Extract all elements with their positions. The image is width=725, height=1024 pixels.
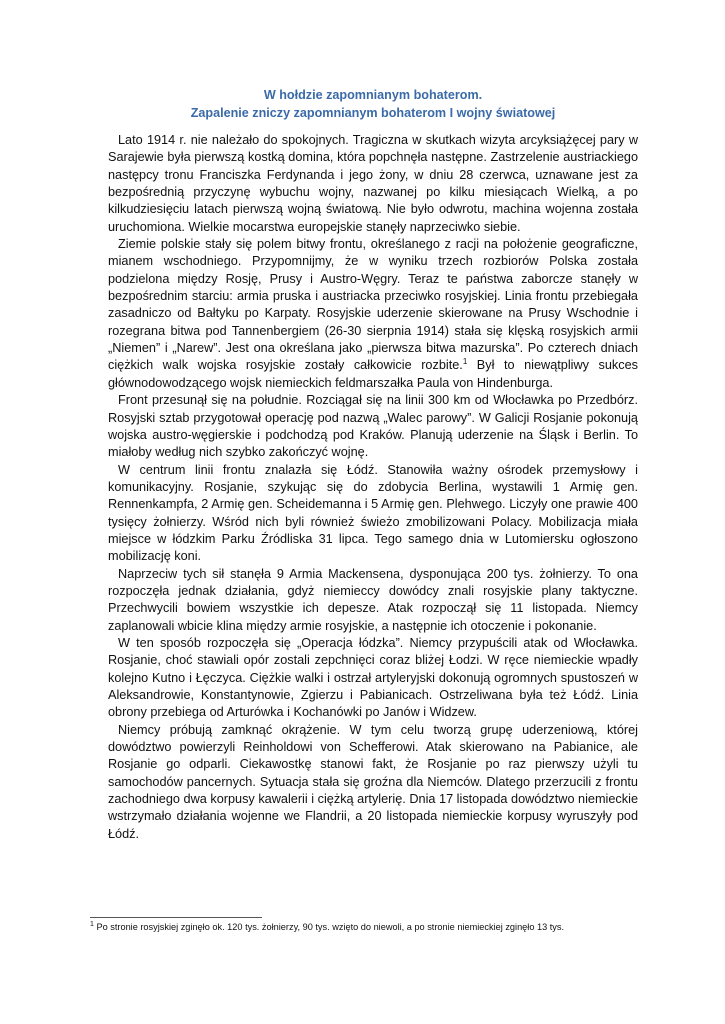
footnote: [90, 921, 650, 934]
footnote-separator: [90, 917, 262, 918]
footnote-reference: 1: [462, 357, 468, 367]
paragraph-1: Lato 1914 r. nie należało do spokojnych. Tragiczna w skutkach wizyta arcyksiążęcej pary w Sarajewie była pierwszą kostką domina, która popchnęła następne. Zastrzelenie austriackiego następcy tronu Franciszka Ferdynanda i jego żony, w dniu 28 czerwca, uznawane jest za bezpośrednią przyczynę wybuchu wojny, nazwanej po kilku miesiącach Wielką, a po kilkudziesięciu latach pierwszą wojną światową. Nie było odwrotu, machina wojenna została uruchomiona. Wielkie mocarstwa europejskie stanęły naprzeciwko siebie.: [108, 133, 638, 234]
paragraph-6: W ten sposób rozpoczęła się „Operacja łódzka”. Niemcy przypuścili atak od Włocławka. Rosjanie, choć stawiali opór zostali zepchnięci coraz bliżej Łodzi. W ręce niemieckie wpadły kolejno Kutno i Łęczyca. Ciężkie walki i ostrzał artyleryjski dokonują ogromnych spustoszeń w Aleksandrowie, Konstantynowie, Zgierzu i Pabianicach. Ostrzeliwana była też Łódź. Linia obrony przebiega od Arturówka i Kochanówki po Janów i Widzew.: [108, 635, 638, 720]
footnote-text: Po stronie rosyjskiej zginęło ok. 120 tys. żołnierzy, 90 tys. wzięto do niewoli, a po stronie niemieckiej zginęło 13 tys.: [93, 922, 565, 932]
document-body: [108, 132, 638, 843]
paragraph-2-text: Ziemie polskie stały się polem bitwy frontu, określanego z racji na położenie geograficzne, mianem wschodniego. Przypomnijmy, że w wyniku trzech rozbiorów Polska została podzielona między Rosję, Prusy i Austro-Węgry. Teraz te państwa zaborcze stanęły w bezpośrednim starciu: armia pruska i austriacka przeciwko rosyjskiej. Linia frontu przebiegała zasadniczo od Bałtyku po Karpaty. Rosyjskie uderzenie skierowane na Prusy Wschodnie i rozegrana bitwa pod Tannenbergiem (26-30 sierpnia 1914) stała się klęską rosyjskich armii „Niemen” i „Narew”. Jest ona określana jako „pierwsza bitwa mazurska”. Po czterech dniach ciężkich walk wojska rosyjskie zostały całkowicie rozbite.: [108, 237, 638, 373]
title-line-1: W hołdzie zapomnianym bohaterom.: [263, 88, 483, 102]
paragraph-2-tail: Był to niewątpliwy sukces głównodowodzącego wojsk niemieckich feldmarszałka Paula von Hindenburga.: [108, 358, 639, 390]
paragraph-2: [108, 236, 638, 392]
paragraph-5: Naprzeciw tych sił stanęła 9 Armia Mackensena, dysponująca 200 tys. żołnierzy. To ona rozpoczęła jednak działania, gdyż niemieccy dowódcy znali rosyjskie plany taktyczne. Przechwycili bowiem wszystkie ich depesze. Atak rozpoczął się 11 listopada. Niemcy zaplanowali wbicie klina między armie rosyjskie, a następnie ich otoczenie i pokonanie.: [108, 566, 638, 633]
paragraph-4: W centrum linii frontu znalazła się Łódź. Stanowiła ważny ośrodek przemysłowy i komunikacyjny. Rosjanie, szykując się do zdobycia Berlina, wystawili 1 Armię gen. Rennenkampfa, 2 Armię gen. Scheidemanna i 5 Armię gen. Plehwego. Liczyły one prawie 400 tysięcy żołnierzy. Wśród nich byli również świeżo zmobilizowani Polacy. Mobilizacja miała miejsce w łódzkim Parku Źródliska 31 lipca. Tego samego dnia w Lutomiersku ogłoszono mobilizację koni.: [108, 462, 638, 564]
paragraph-3: Front przesunął się na południe. Rozciągał się na linii 300 km od Włocławka po Przedbórz. Rosyjski sztab przygotował operację pod nazwą „Walec parowy”. W Galicji Rosjanie pokonują wojska austro-węgierskie i podchodzą pod Kraków. Planują uderzenie na Śląsk i Berlin. To miałoby według nich szybko zakończyć wojnę.: [108, 393, 638, 460]
paragraph-7: Niemcy próbują zamknąć okrążenie. W tym celu tworzą grupę uderzeniową, której dowództwo powierzyli Reinholdowi von Schefferowi. Atak skierowano na Pabianice, ale Rosjanie go odparli. Ciekawostkę stanowi fakt, że Rosjanie po raz pierwszy użyli tu samochodów pancernych. Sytuacja stała się groźna dla Niemców. Dlatego przerzucili z frontu zachodniego dwa korpusy kawalerii i ciężką artylerię. Dnia 17 listopada dowództwo niemieckie wstrzymało działania wojenne we Flandrii, a 20 listopada niemieckie korpusy wyruszyły pod Łódź.: [108, 722, 638, 841]
title-line-2: Zapalenie zniczy zapomnianym bohaterom I wojny światowej: [190, 106, 556, 120]
footnote-marker: 1: [90, 920, 94, 928]
